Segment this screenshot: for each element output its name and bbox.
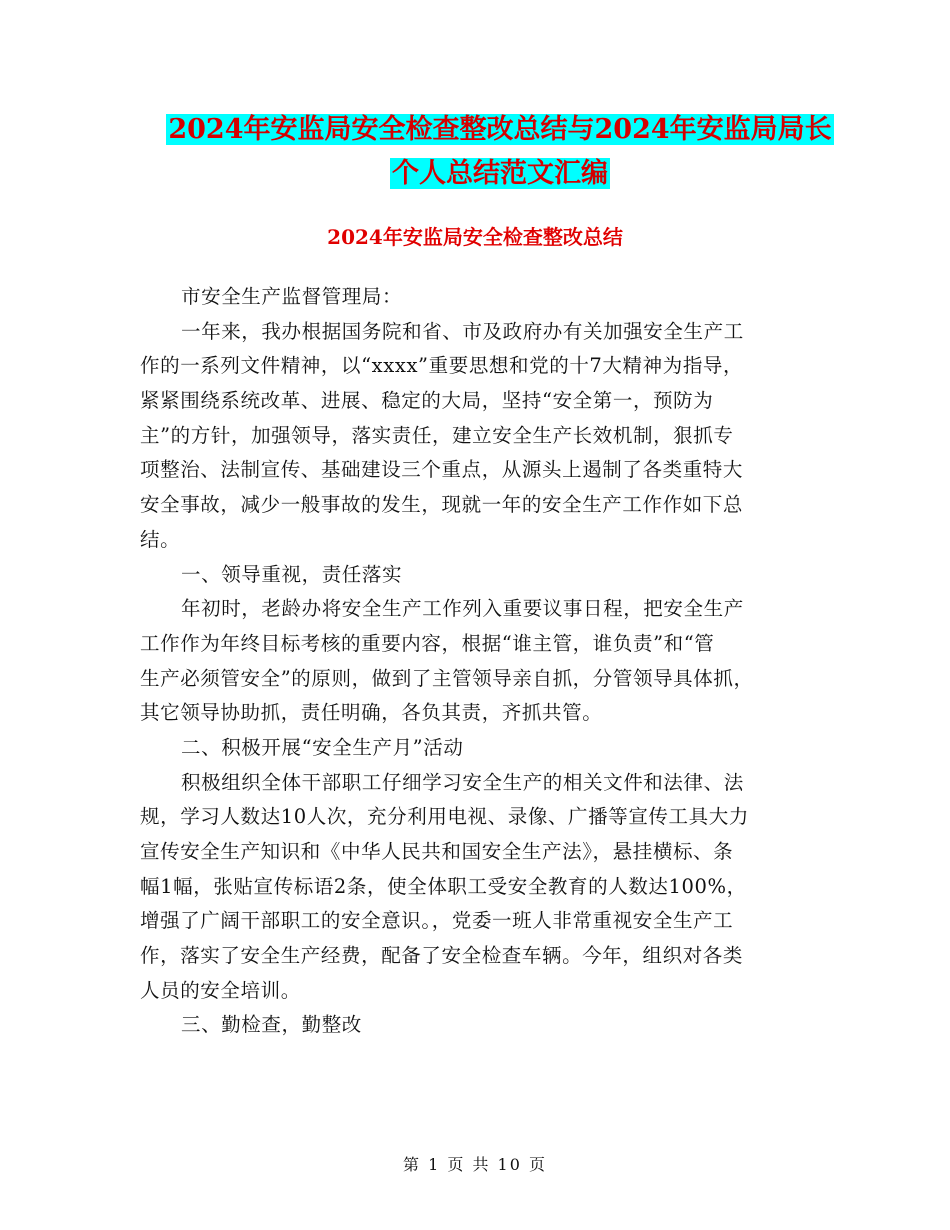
- paragraph-line: 一年来，我办根据国务院和省、市及政府办有关加强安全生产工: [181, 319, 744, 343]
- paragraph-line: 其它领导协助抓，责任明确，各负其责，齐抓共管。: [140, 701, 603, 725]
- paragraph-line: 人员的安全培训。: [140, 978, 301, 1002]
- paragraph-line: 生产必须管安全”的原则，做到了主管领导亲自抓，分管领导具体抓，: [140, 666, 754, 690]
- document-title-line-2: 个人总结范文汇编: [392, 158, 608, 189]
- paragraph-line: 作的一系列文件精神，以“xxxx”重要思想和党的十7大精神为指导，: [140, 354, 744, 378]
- paragraph-line: 宣传安全生产知识和《中华人民共和国安全生产法》，悬挂横标、条: [140, 840, 734, 863]
- paragraph-line: 安全事故，减少一般事故的发生，现就一年的安全生产工作作如下总: [140, 493, 744, 517]
- page-footer: 第 1 页 共 10 页: [403, 1155, 547, 1174]
- section-heading-1: 一、领导重视，责任落实: [181, 562, 403, 586]
- paragraph-line: 项整治、法制宣传、基础建设三个重点，从源头上遏制了各类重特大: [140, 458, 744, 482]
- document-title-line-1: 2024年安监局安全检查整改总结与2024年安监局局长: [168, 114, 832, 145]
- paragraph-line: 年初时，老龄办将安全生产工作列入重要议事日程，把安全生产: [181, 597, 744, 621]
- document-body: [140, 280, 810, 1043]
- paragraph-line: 紧紧围绕系统改革、进展、稳定的大局，坚持“安全第一，预防为: [140, 389, 714, 413]
- paragraph-line: 幅1幅，张贴宣传标语2条，使全体职工受安全教育的人数达100%，: [140, 874, 747, 898]
- paragraph-line: 积极组织全体干部职工仔细学习安全生产的相关文件和法律、法: [181, 770, 744, 794]
- addressee-line: 市安全生产监督管理局：: [181, 285, 403, 308]
- paragraph-line: 主”的方针，加强领导，落实责任，建立安全生产长效机制，狠抓专: [140, 423, 734, 447]
- section-heading-3: 三、勤检查，勤整改: [181, 1013, 362, 1037]
- paragraph-line: 规，学习人数达10人次，充分利用电视、录像、广播等宣传工具大力: [140, 805, 749, 829]
- paragraph-line: 工作作为年终目标考核的重要内容，根据“谁主管，谁负责”和“管: [140, 631, 715, 655]
- section-heading-2: 二、积极开展“安全生产月”活动: [181, 735, 464, 759]
- paragraph-line: 增强了广阔干部职工的安全意识。，党委一班人非常重视安全生产工: [140, 909, 734, 933]
- section-title: 2024年安监局安全检查整改总结: [327, 225, 623, 249]
- paragraph-line: 作，落实了安全生产经费，配备了安全检查车辆。今年，组织对各类: [140, 944, 744, 968]
- paragraph-line: 结。: [140, 527, 181, 551]
